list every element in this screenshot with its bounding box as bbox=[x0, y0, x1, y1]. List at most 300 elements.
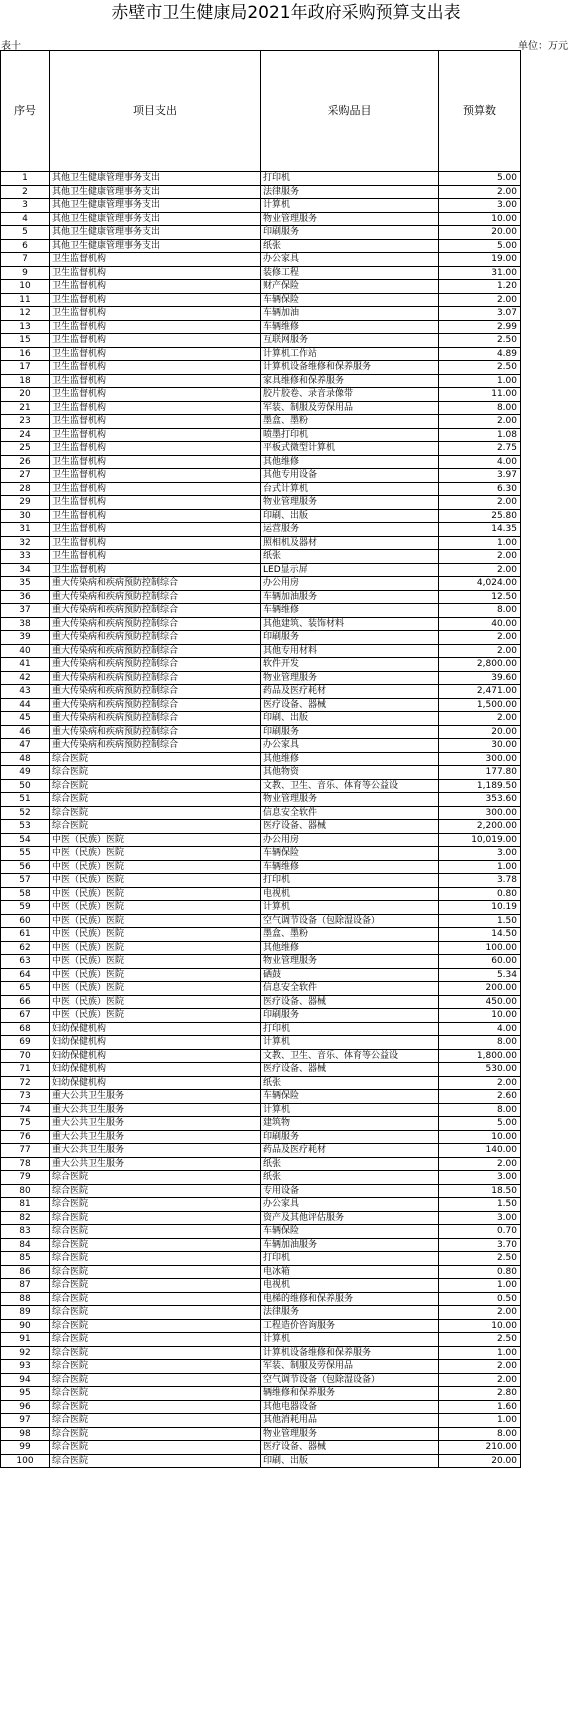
row-amount: 5.00 bbox=[439, 172, 521, 186]
row-amount: 10.00 bbox=[439, 212, 521, 226]
row-amount: 3.00 bbox=[439, 199, 521, 213]
row-item: 互联网服务 bbox=[261, 334, 439, 348]
row-seq: 70 bbox=[1, 1049, 50, 1063]
row-item: 运营服务 bbox=[261, 523, 439, 537]
row-project: 妇幼保健机构 bbox=[50, 1022, 261, 1036]
row-project: 中医（民族）医院 bbox=[50, 874, 261, 888]
row-seq: 40 bbox=[1, 644, 50, 658]
row-seq: 63 bbox=[1, 955, 50, 969]
table-row bbox=[1, 1279, 521, 1293]
row-seq: 65 bbox=[1, 982, 50, 996]
row-item: 其他维修 bbox=[261, 941, 439, 955]
row-item: 其他维修 bbox=[261, 455, 439, 469]
table-row bbox=[1, 1130, 521, 1144]
table-row bbox=[1, 523, 521, 537]
row-amount: 0.50 bbox=[439, 1292, 521, 1306]
row-project: 卫生监督机构 bbox=[50, 307, 261, 321]
header-project: 项目支出 bbox=[50, 51, 261, 172]
header-amount: 预算数 bbox=[439, 51, 521, 172]
row-seq: 17 bbox=[1, 361, 50, 375]
table-row bbox=[1, 266, 521, 280]
row-seq: 84 bbox=[1, 1238, 50, 1252]
table-row bbox=[1, 914, 521, 928]
row-item: 电梯的维修和保养服务 bbox=[261, 1292, 439, 1306]
row-seq: 60 bbox=[1, 914, 50, 928]
row-seq: 16 bbox=[1, 347, 50, 361]
table-row bbox=[1, 1427, 521, 1441]
row-project: 卫生监督机构 bbox=[50, 496, 261, 510]
table-row bbox=[1, 604, 521, 618]
row-seq: 25 bbox=[1, 442, 50, 456]
table-row bbox=[1, 1036, 521, 1050]
row-amount: 20.00 bbox=[439, 226, 521, 240]
table-row bbox=[1, 1184, 521, 1198]
row-item: 计算机 bbox=[261, 199, 439, 213]
row-seq: 57 bbox=[1, 874, 50, 888]
row-seq: 38 bbox=[1, 617, 50, 631]
row-item: 车辆加油 bbox=[261, 307, 439, 321]
table-row bbox=[1, 590, 521, 604]
row-project: 综合医院 bbox=[50, 1306, 261, 1320]
table-row bbox=[1, 752, 521, 766]
row-amount: 40.00 bbox=[439, 617, 521, 631]
row-amount: 353.60 bbox=[439, 793, 521, 807]
row-item: 印刷服务 bbox=[261, 725, 439, 739]
table-row bbox=[1, 1387, 521, 1401]
table-row bbox=[1, 1225, 521, 1239]
row-item: 专用设备 bbox=[261, 1184, 439, 1198]
row-seq: 81 bbox=[1, 1198, 50, 1212]
table-row bbox=[1, 1009, 521, 1023]
row-amount: 140.00 bbox=[439, 1144, 521, 1158]
table-row bbox=[1, 779, 521, 793]
row-project: 重大传染病和疾病预防控制综合 bbox=[50, 671, 261, 685]
row-amount: 3.70 bbox=[439, 1238, 521, 1252]
row-seq: 11 bbox=[1, 293, 50, 307]
row-project: 中医（民族）医院 bbox=[50, 860, 261, 874]
row-project: 其他卫生健康管理事务支出 bbox=[50, 212, 261, 226]
row-item: 打印机 bbox=[261, 1252, 439, 1266]
page-title: 赤壁市卫生健康局2021年政府采购预算支出表 bbox=[111, 3, 461, 23]
row-item: 计算机设备维修和保养服务 bbox=[261, 1346, 439, 1360]
row-seq: 79 bbox=[1, 1171, 50, 1185]
row-amount: 5.34 bbox=[439, 968, 521, 982]
row-seq: 89 bbox=[1, 1306, 50, 1320]
table-row bbox=[1, 185, 521, 199]
row-amount: 20.00 bbox=[439, 1454, 521, 1468]
row-project: 重大传染病和疾病预防控制综合 bbox=[50, 698, 261, 712]
row-project: 重大传染病和疾病预防控制综合 bbox=[50, 658, 261, 672]
row-project: 综合医院 bbox=[50, 1400, 261, 1414]
row-amount: 5.00 bbox=[439, 1117, 521, 1131]
row-project: 卫生监督机构 bbox=[50, 401, 261, 415]
row-seq: 9 bbox=[1, 266, 50, 280]
row-item: 打印机 bbox=[261, 874, 439, 888]
row-project: 卫生监督机构 bbox=[50, 550, 261, 564]
row-seq: 3 bbox=[1, 199, 50, 213]
row-item: 军装、制服及劳保用品 bbox=[261, 401, 439, 415]
row-seq: 66 bbox=[1, 995, 50, 1009]
row-project: 卫生监督机构 bbox=[50, 347, 261, 361]
row-item: 计算机 bbox=[261, 901, 439, 915]
row-amount: 210.00 bbox=[439, 1441, 521, 1455]
row-amount: 1.00 bbox=[439, 374, 521, 388]
row-amount: 10.00 bbox=[439, 1319, 521, 1333]
table-row bbox=[1, 172, 521, 186]
row-seq: 59 bbox=[1, 901, 50, 915]
row-item: 办公用房 bbox=[261, 577, 439, 591]
row-amount: 2.00 bbox=[439, 1373, 521, 1387]
row-seq: 68 bbox=[1, 1022, 50, 1036]
table-row bbox=[1, 1373, 521, 1387]
row-amount: 2.50 bbox=[439, 361, 521, 375]
row-item: 纸张 bbox=[261, 1157, 439, 1171]
row-item: 计算机 bbox=[261, 1333, 439, 1347]
row-project: 综合医院 bbox=[50, 1279, 261, 1293]
row-item: 印刷、出版 bbox=[261, 509, 439, 523]
row-item: 印刷服务 bbox=[261, 631, 439, 645]
table-row bbox=[1, 199, 521, 213]
row-project: 其他卫生健康管理事务支出 bbox=[50, 185, 261, 199]
row-project: 卫生监督机构 bbox=[50, 482, 261, 496]
table-row bbox=[1, 374, 521, 388]
table-row bbox=[1, 941, 521, 955]
table-row bbox=[1, 982, 521, 996]
table-row bbox=[1, 1292, 521, 1306]
row-amount: 1.00 bbox=[439, 1279, 521, 1293]
table-row bbox=[1, 455, 521, 469]
row-seq: 32 bbox=[1, 536, 50, 550]
row-amount: 2.00 bbox=[439, 631, 521, 645]
table-row bbox=[1, 226, 521, 240]
table-row bbox=[1, 1049, 521, 1063]
table-row bbox=[1, 671, 521, 685]
row-amount: 4.00 bbox=[439, 1022, 521, 1036]
row-project: 综合医院 bbox=[50, 1184, 261, 1198]
row-seq: 74 bbox=[1, 1103, 50, 1117]
table-row bbox=[1, 1454, 521, 1468]
row-seq: 96 bbox=[1, 1400, 50, 1414]
row-item: 纸张 bbox=[261, 550, 439, 564]
row-seq: 94 bbox=[1, 1373, 50, 1387]
row-project: 重大传染病和疾病预防控制综合 bbox=[50, 590, 261, 604]
table-row bbox=[1, 1360, 521, 1374]
row-amount: 2.00 bbox=[439, 185, 521, 199]
table-row bbox=[1, 361, 521, 375]
row-item: 文教、卫生、音乐、体育等公益设 bbox=[261, 1049, 439, 1063]
table-row bbox=[1, 347, 521, 361]
table-row bbox=[1, 536, 521, 550]
table-row bbox=[1, 1238, 521, 1252]
table-row bbox=[1, 833, 521, 847]
row-project: 综合医院 bbox=[50, 1198, 261, 1212]
row-item: 办公用房 bbox=[261, 833, 439, 847]
table-row bbox=[1, 928, 521, 942]
row-seq: 92 bbox=[1, 1346, 50, 1360]
row-amount: 2.00 bbox=[439, 644, 521, 658]
row-item: 车辆维修 bbox=[261, 320, 439, 334]
row-project: 中医（民族）医院 bbox=[50, 847, 261, 861]
row-amount: 14.50 bbox=[439, 928, 521, 942]
row-amount: 3.78 bbox=[439, 874, 521, 888]
table-row bbox=[1, 901, 521, 915]
row-project: 综合医院 bbox=[50, 779, 261, 793]
row-project: 综合医院 bbox=[50, 806, 261, 820]
row-seq: 99 bbox=[1, 1441, 50, 1455]
row-amount: 14.35 bbox=[439, 523, 521, 537]
row-project: 综合医院 bbox=[50, 1211, 261, 1225]
table-row bbox=[1, 1346, 521, 1360]
row-amount: 3.00 bbox=[439, 847, 521, 861]
row-amount: 2,200.00 bbox=[439, 820, 521, 834]
table-row bbox=[1, 320, 521, 334]
row-project: 综合医院 bbox=[50, 1414, 261, 1428]
row-project: 卫生监督机构 bbox=[50, 428, 261, 442]
row-item: 照相机及器材 bbox=[261, 536, 439, 550]
row-project: 重大公共卫生服务 bbox=[50, 1117, 261, 1131]
row-seq: 61 bbox=[1, 928, 50, 942]
row-seq: 26 bbox=[1, 455, 50, 469]
row-seq: 76 bbox=[1, 1130, 50, 1144]
table-row bbox=[1, 725, 521, 739]
row-amount: 11.00 bbox=[439, 388, 521, 402]
row-seq: 37 bbox=[1, 604, 50, 618]
row-seq: 48 bbox=[1, 752, 50, 766]
row-item: 资产及其他评估服务 bbox=[261, 1211, 439, 1225]
table-row bbox=[1, 820, 521, 834]
row-amount: 10.00 bbox=[439, 1009, 521, 1023]
row-seq: 43 bbox=[1, 685, 50, 699]
row-project: 其他卫生健康管理事务支出 bbox=[50, 226, 261, 240]
row-item: 计算机 bbox=[261, 1103, 439, 1117]
row-item: 文教、卫生、音乐、体育等公益设 bbox=[261, 779, 439, 793]
row-amount: 3.00 bbox=[439, 1211, 521, 1225]
row-project: 中医（民族）医院 bbox=[50, 833, 261, 847]
row-amount: 12.50 bbox=[439, 590, 521, 604]
row-project: 妇幼保健机构 bbox=[50, 1036, 261, 1050]
row-item: 印刷服务 bbox=[261, 226, 439, 240]
row-seq: 93 bbox=[1, 1360, 50, 1374]
row-item: 车辆保险 bbox=[261, 1090, 439, 1104]
table-row bbox=[1, 968, 521, 982]
row-project: 卫生监督机构 bbox=[50, 563, 261, 577]
unit-label: 单位：万元 bbox=[518, 41, 568, 52]
row-seq: 27 bbox=[1, 469, 50, 483]
row-seq: 23 bbox=[1, 415, 50, 429]
table-row bbox=[1, 685, 521, 699]
table-row bbox=[1, 1022, 521, 1036]
row-item: 法律服务 bbox=[261, 1306, 439, 1320]
row-amount: 6.30 bbox=[439, 482, 521, 496]
row-item: 建筑物 bbox=[261, 1117, 439, 1131]
row-project: 卫生监督机构 bbox=[50, 415, 261, 429]
table-body bbox=[1, 172, 521, 1468]
table-row bbox=[1, 239, 521, 253]
row-amount: 2,800.00 bbox=[439, 658, 521, 672]
row-item: 台式计算机 bbox=[261, 482, 439, 496]
table-row bbox=[1, 293, 521, 307]
row-item: 其他维修 bbox=[261, 752, 439, 766]
row-amount: 3.00 bbox=[439, 1171, 521, 1185]
row-item: 车辆保险 bbox=[261, 847, 439, 861]
row-seq: 90 bbox=[1, 1319, 50, 1333]
row-item: LED显示屏 bbox=[261, 563, 439, 577]
row-item: 纸张 bbox=[261, 1076, 439, 1090]
row-amount: 2.99 bbox=[439, 320, 521, 334]
row-amount: 4.00 bbox=[439, 455, 521, 469]
row-item: 电冰箱 bbox=[261, 1265, 439, 1279]
row-amount: 39.60 bbox=[439, 671, 521, 685]
row-amount: 8.00 bbox=[439, 1427, 521, 1441]
row-project: 中医（民族）医院 bbox=[50, 914, 261, 928]
row-project: 重大公共卫生服务 bbox=[50, 1157, 261, 1171]
row-project: 重大传染病和疾病预防控制综合 bbox=[50, 604, 261, 618]
row-project: 综合医院 bbox=[50, 793, 261, 807]
row-project: 综合医院 bbox=[50, 1252, 261, 1266]
row-item: 软件开发 bbox=[261, 658, 439, 672]
row-item: 车辆维修 bbox=[261, 860, 439, 874]
row-amount: 2.00 bbox=[439, 1157, 521, 1171]
row-project: 卫生监督机构 bbox=[50, 523, 261, 537]
row-project: 综合医院 bbox=[50, 1238, 261, 1252]
row-seq: 42 bbox=[1, 671, 50, 685]
row-project: 综合医院 bbox=[50, 1171, 261, 1185]
row-item: 墨盒、墨粉 bbox=[261, 928, 439, 942]
row-amount: 10.00 bbox=[439, 1130, 521, 1144]
row-seq: 95 bbox=[1, 1387, 50, 1401]
row-seq: 36 bbox=[1, 590, 50, 604]
table-row bbox=[1, 401, 521, 415]
row-amount: 2.75 bbox=[439, 442, 521, 456]
row-project: 妇幼保健机构 bbox=[50, 1076, 261, 1090]
row-project: 重大公共卫生服务 bbox=[50, 1090, 261, 1104]
row-item: 医疗设备、器械 bbox=[261, 698, 439, 712]
table-row bbox=[1, 1144, 521, 1158]
row-item: 信息安全软件 bbox=[261, 982, 439, 996]
row-seq: 21 bbox=[1, 401, 50, 415]
row-seq: 58 bbox=[1, 887, 50, 901]
table-row bbox=[1, 617, 521, 631]
table-row bbox=[1, 307, 521, 321]
row-amount: 5.00 bbox=[439, 239, 521, 253]
row-seq: 34 bbox=[1, 563, 50, 577]
row-project: 其他卫生健康管理事务支出 bbox=[50, 172, 261, 186]
row-item: 车辆维修 bbox=[261, 604, 439, 618]
table-header-row bbox=[1, 51, 521, 172]
row-seq: 41 bbox=[1, 658, 50, 672]
row-seq: 86 bbox=[1, 1265, 50, 1279]
row-seq: 88 bbox=[1, 1292, 50, 1306]
row-seq: 28 bbox=[1, 482, 50, 496]
table-row bbox=[1, 806, 521, 820]
row-project: 卫生监督机构 bbox=[50, 293, 261, 307]
row-project: 重大传染病和疾病预防控制综合 bbox=[50, 631, 261, 645]
row-seq: 29 bbox=[1, 496, 50, 510]
header-seq: 序号 bbox=[1, 51, 50, 172]
row-item: 工程造价咨询服务 bbox=[261, 1319, 439, 1333]
row-seq: 97 bbox=[1, 1414, 50, 1428]
row-amount: 2.00 bbox=[439, 293, 521, 307]
table-row bbox=[1, 1198, 521, 1212]
row-seq: 82 bbox=[1, 1211, 50, 1225]
table-row bbox=[1, 1171, 521, 1185]
table-row bbox=[1, 1211, 521, 1225]
row-project: 卫生监督机构 bbox=[50, 361, 261, 375]
table-row bbox=[1, 874, 521, 888]
row-amount: 2,471.00 bbox=[439, 685, 521, 699]
table-row bbox=[1, 658, 521, 672]
table-row bbox=[1, 995, 521, 1009]
row-project: 综合医院 bbox=[50, 1346, 261, 1360]
row-amount: 300.00 bbox=[439, 806, 521, 820]
row-seq: 47 bbox=[1, 739, 50, 753]
row-item: 车辆加油服务 bbox=[261, 590, 439, 604]
row-item: 辆维修和保养服务 bbox=[261, 1387, 439, 1401]
table-row bbox=[1, 1441, 521, 1455]
row-seq: 50 bbox=[1, 779, 50, 793]
table-row bbox=[1, 1076, 521, 1090]
row-seq: 100 bbox=[1, 1454, 50, 1468]
table-row bbox=[1, 698, 521, 712]
row-project: 综合医院 bbox=[50, 1373, 261, 1387]
row-seq: 71 bbox=[1, 1063, 50, 1077]
row-project: 重大公共卫生服务 bbox=[50, 1144, 261, 1158]
row-item: 空气调节设备（包除湿设备） bbox=[261, 914, 439, 928]
row-project: 中医（民族）医院 bbox=[50, 887, 261, 901]
row-seq: 39 bbox=[1, 631, 50, 645]
table-row bbox=[1, 793, 521, 807]
row-amount: 31.00 bbox=[439, 266, 521, 280]
row-amount: 3.97 bbox=[439, 469, 521, 483]
table-row bbox=[1, 1400, 521, 1414]
row-item: 硒鼓 bbox=[261, 968, 439, 982]
row-amount: 1.00 bbox=[439, 536, 521, 550]
row-seq: 80 bbox=[1, 1184, 50, 1198]
table-row bbox=[1, 1252, 521, 1266]
row-amount: 2.00 bbox=[439, 415, 521, 429]
row-amount: 2.00 bbox=[439, 1360, 521, 1374]
row-seq: 46 bbox=[1, 725, 50, 739]
row-item: 医疗设备、器械 bbox=[261, 1441, 439, 1455]
row-project: 重大传染病和疾病预防控制综合 bbox=[50, 739, 261, 753]
table-row bbox=[1, 887, 521, 901]
table-row bbox=[1, 766, 521, 780]
row-item: 车辆加油服务 bbox=[261, 1238, 439, 1252]
row-amount: 4.89 bbox=[439, 347, 521, 361]
row-item: 物业管理服务 bbox=[261, 793, 439, 807]
table-row bbox=[1, 1265, 521, 1279]
row-amount: 1.00 bbox=[439, 1414, 521, 1428]
table-row bbox=[1, 428, 521, 442]
table-row bbox=[1, 644, 521, 658]
row-project: 综合医院 bbox=[50, 752, 261, 766]
row-seq: 18 bbox=[1, 374, 50, 388]
table-row bbox=[1, 1063, 521, 1077]
row-item: 墨盒、墨粉 bbox=[261, 415, 439, 429]
row-project: 重大公共卫生服务 bbox=[50, 1130, 261, 1144]
row-amount: 25.80 bbox=[439, 509, 521, 523]
row-project: 中医（民族）医院 bbox=[50, 901, 261, 915]
row-item: 办公家具 bbox=[261, 1198, 439, 1212]
row-seq: 45 bbox=[1, 712, 50, 726]
row-amount: 8.00 bbox=[439, 1103, 521, 1117]
table-label: 表十 bbox=[1, 41, 21, 52]
row-seq: 55 bbox=[1, 847, 50, 861]
row-seq: 30 bbox=[1, 509, 50, 523]
row-seq: 53 bbox=[1, 820, 50, 834]
table-row bbox=[1, 1157, 521, 1171]
row-seq: 52 bbox=[1, 806, 50, 820]
